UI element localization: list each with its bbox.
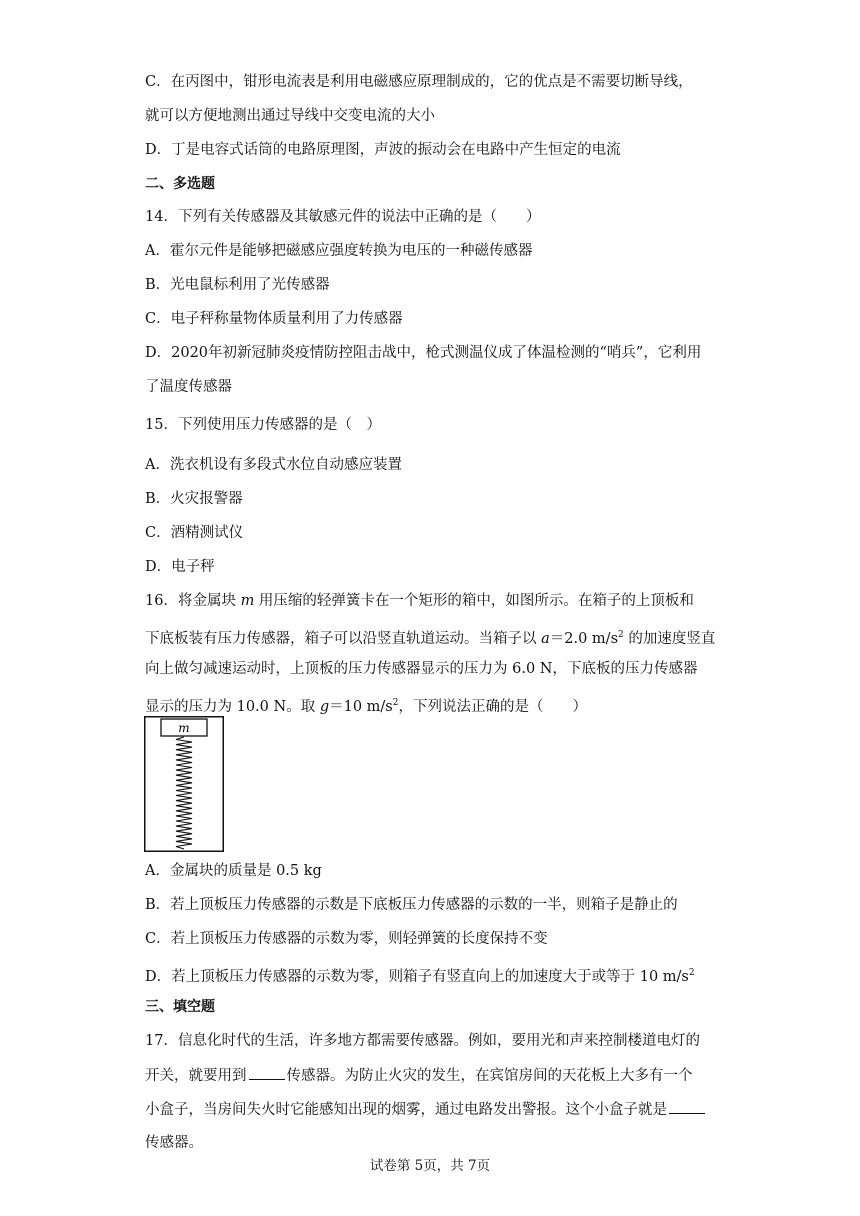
- q14-option-d-line2: 了温度传感器: [145, 379, 232, 395]
- section-heading-fill-in: 三、填空题: [145, 999, 215, 1015]
- q16-var-a: a: [541, 630, 550, 647]
- q16-text: 的加速度竖直: [623, 630, 716, 647]
- q16-option-b: B．若上顶板压力传感器的示数是下底板压力传感器的示数的一半，则箱子是静止的: [145, 897, 678, 913]
- q16-option-d: [145, 963, 695, 987]
- q15-option-a: A．洗衣机设有多段式水位自动感应装置: [145, 457, 402, 473]
- q13-option-c-line2: 就可以方便地测出通过导线中交变电流的大小: [145, 108, 435, 124]
- q17-text: 开关，就要用到: [145, 1068, 247, 1084]
- q16-text: ＝2.0 m/s: [549, 630, 619, 647]
- q15-option-b: B．火灾报警器: [145, 491, 243, 507]
- q16-text: 16．将金属块: [145, 593, 241, 609]
- q13-option-d: D．丁是电容式话筒的电路原理图，声波的振动会在电路中产生恒定的电流: [145, 142, 621, 158]
- q14-stem: 14．下列有关传感器及其敏感元件的说法中正确的是（ ）: [145, 209, 541, 225]
- q16-text: ，下列说法正确的是（ ）: [398, 698, 587, 715]
- q16-option-a: A．金属块的质量是 0.5 kg: [145, 863, 322, 879]
- metal-block-label: m: [178, 721, 190, 735]
- q16-stem-line2: [145, 625, 715, 649]
- page-footer: 试卷第 5页，共 7页: [369, 1158, 491, 1174]
- section-heading-multiple-choice: 二、多选题: [145, 176, 215, 192]
- q16-text: ＝10 m/s: [329, 698, 393, 715]
- q15-option-d: D．电子秤: [145, 559, 215, 575]
- q17-text: 传感器。为防止火灾的发生，在宾馆房间的天花板上大多有一个: [286, 1068, 693, 1084]
- q13-option-c-line1: C．在丙图中，钳形电流表是利用电磁感应原理制成的，它的优点是不需要切断导线，: [145, 74, 693, 90]
- q17-line1: 17．信息化时代的生活，许多地方都需要传感器。例如，要用光和声来控制楼道电灯的: [145, 1033, 700, 1049]
- q16-stem-line3: 向上做匀减速运动时，上顶板的压力传感器显示的压力为 6.0 N，下底板的压力传感器: [145, 661, 698, 677]
- q16-text: D．若上顶板压力传感器的示数为零，则箱子有竖直向上的加速度大于或等于 10 m/s: [145, 968, 689, 985]
- q16-superscript: 2: [392, 698, 399, 708]
- compressed-spring: [176, 737, 192, 849]
- q16-superscript: 2: [688, 968, 695, 978]
- q16-superscript: 2: [618, 630, 624, 640]
- answer-blank-1[interactable]: [249, 1065, 285, 1080]
- q16-option-c: C．若上顶板压力传感器的示数为零，则轻弹簧的长度保持不变: [145, 931, 548, 947]
- q14-option-c: C．电子秤称量物体质量利用了力传感器: [145, 311, 403, 327]
- q15-option-c: C．酒精测试仪: [145, 525, 244, 541]
- q16-stem-line4: [145, 693, 587, 717]
- q16-text: 下底板装有压力传感器，箱子可以沿竖直轨道运动。当箱子以: [145, 630, 542, 647]
- q15-stem: 15．下列使用压力传感器的是（ ）: [145, 417, 381, 433]
- q17-line4: 传感器。: [145, 1135, 203, 1151]
- answer-blank-2[interactable]: [669, 1099, 705, 1114]
- q17-line2: [145, 1065, 693, 1086]
- q16-text: 显示的压力为 10.0 N。取: [145, 698, 320, 715]
- q16-stem-line1: [145, 591, 694, 611]
- q14-option-d-line1: D．2020年初新冠肺炎疫情防控阻击战中，枪式测温仪成了体温检测的“哨兵”，它利用: [145, 345, 702, 361]
- q16-var-g: g: [319, 698, 330, 715]
- q16-text: 用压缩的轻弹簧卡在一个矩形的箱中，如图所示。在箱子的上顶板和: [254, 593, 694, 609]
- q16-var-m: m: [240, 593, 255, 609]
- q14-option-b: B．光电鼠标利用了光传感器: [145, 277, 330, 293]
- q14-option-a: A．霍尔元件是能够把磁感应强度转换为电压的一种磁传感器: [145, 243, 533, 259]
- q17-text: 小盒子，当房间失火时它能感知出现的烟雾，通过电路发出警报。这个小盒子就是: [145, 1102, 667, 1118]
- spring-box-figure: [144, 716, 224, 852]
- q17-line3: [145, 1099, 707, 1120]
